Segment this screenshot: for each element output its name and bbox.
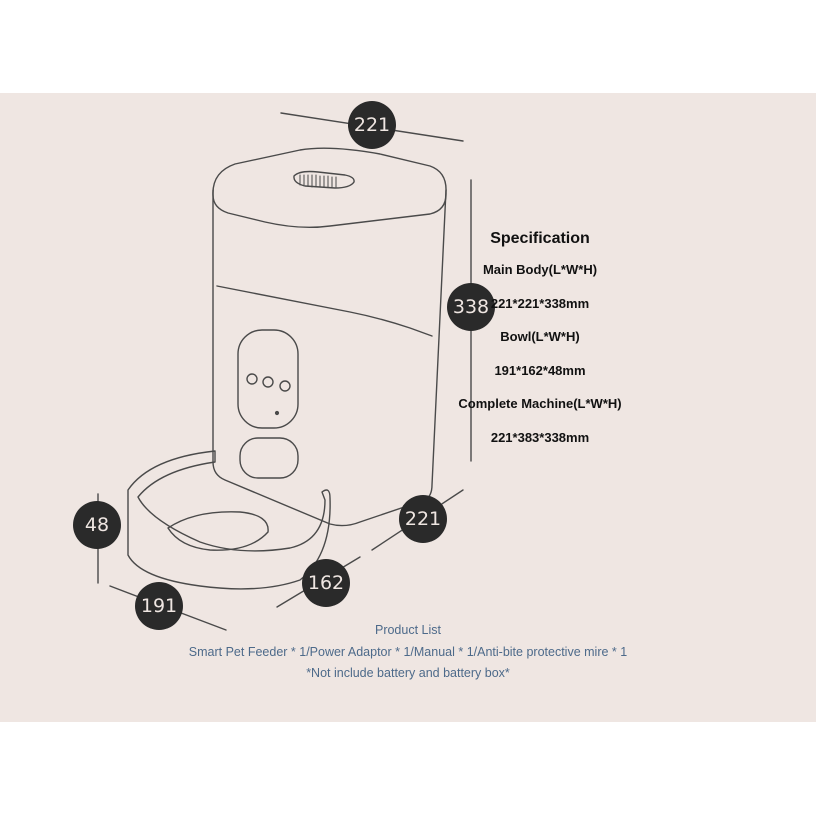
indicator-dot <box>276 412 279 415</box>
spec-line: Main Body(L*W*H) <box>482 262 598 277</box>
bowl-rim <box>128 451 330 589</box>
spec-line: 221*383*338mm <box>490 429 590 445</box>
specification-block <box>440 230 640 463</box>
spec-line: 221*221*338mm <box>490 295 590 311</box>
label-depth: 221 <box>404 508 442 530</box>
product-list-note: *Not include battery and battery box* <box>306 666 510 680</box>
label-bowl-width: 162 <box>307 572 345 594</box>
button-2 <box>263 377 273 387</box>
product-list <box>0 620 816 685</box>
spec-line: Bowl(L*W*H) <box>500 329 580 344</box>
button-1 <box>247 374 257 384</box>
container-seam <box>217 286 432 336</box>
food-outlet <box>240 438 298 478</box>
product-list-title: Product List <box>374 623 441 637</box>
label-top-width: 221 <box>353 114 391 136</box>
label-bowl-length: 191 <box>140 595 178 617</box>
button-3 <box>280 381 290 391</box>
spec-title: Specification <box>490 230 590 247</box>
spec-line: 191*162*48mm <box>494 362 586 378</box>
product-list-items: Smart Pet Feeder * 1/Power Adaptor * 1/Manual * 1/Anti-bite protective mire * 1 <box>188 644 628 659</box>
dimension-badges <box>73 101 495 630</box>
bowl-inner <box>168 512 268 550</box>
spec-line: Complete Machine(L*W*H) <box>458 396 622 411</box>
lid-grille <box>300 175 336 187</box>
label-bowl-height: 48 <box>84 514 110 536</box>
label-height: 338 <box>452 296 490 318</box>
